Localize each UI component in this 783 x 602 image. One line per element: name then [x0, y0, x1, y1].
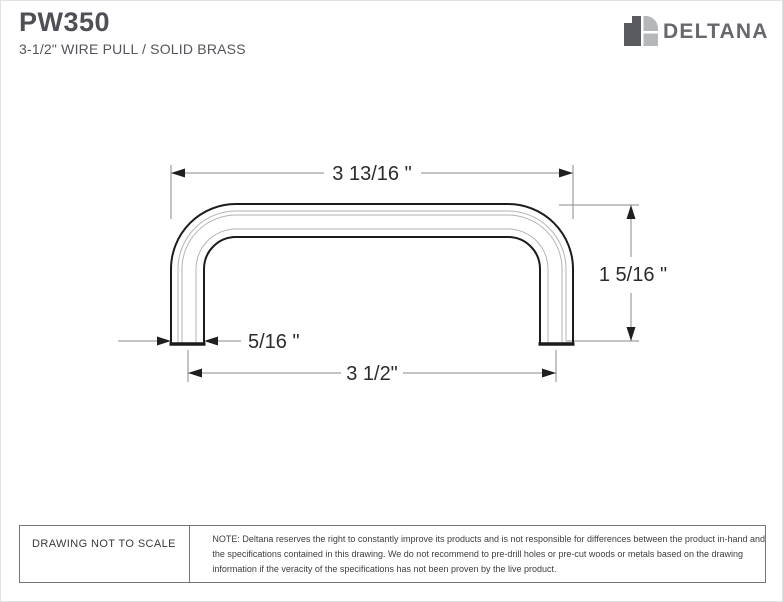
disclaimer-line: information if the veracity of the specifications has not been proven by the live product.: [212, 564, 557, 574]
handle-inner-profile: [204, 237, 540, 344]
disclaimer-line: NOTE: Deltana reserves the right to constantly improve its products and is not responsible for differences between the product in-hand and: [212, 534, 765, 544]
wire-pull-handle: [170, 204, 575, 344]
extension-lines: [171, 165, 639, 382]
scale-note: DRAWING NOT TO SCALE: [32, 538, 176, 550]
scale-note-cell: [20, 526, 190, 582]
handle-outer-profile: [171, 204, 573, 344]
dim-overall-width: 3 13/16 ": [332, 163, 412, 185]
disclaimer-cell: [190, 526, 765, 582]
dim-height: 1 5/16 ": [598, 264, 668, 286]
dim-wire-diameter: 5/16 ": [248, 331, 300, 353]
brand-name: DELTANA: [663, 20, 769, 43]
footer-note-box: [19, 525, 766, 583]
dimension-arrows: [157, 169, 636, 378]
technical-drawing: [1, 1, 783, 602]
product-model: PW350: [19, 7, 111, 37]
dim-center-to-center: 3 1/2": [346, 363, 398, 385]
product-subtitle: 3-1/2" WIRE PULL / SOLID BRASS: [19, 41, 246, 57]
disclaimer-line: the specifications contained in this drawing. We do not recommend to pre-drill holes or pre-cut woods or metals based on the drawing: [212, 549, 743, 559]
